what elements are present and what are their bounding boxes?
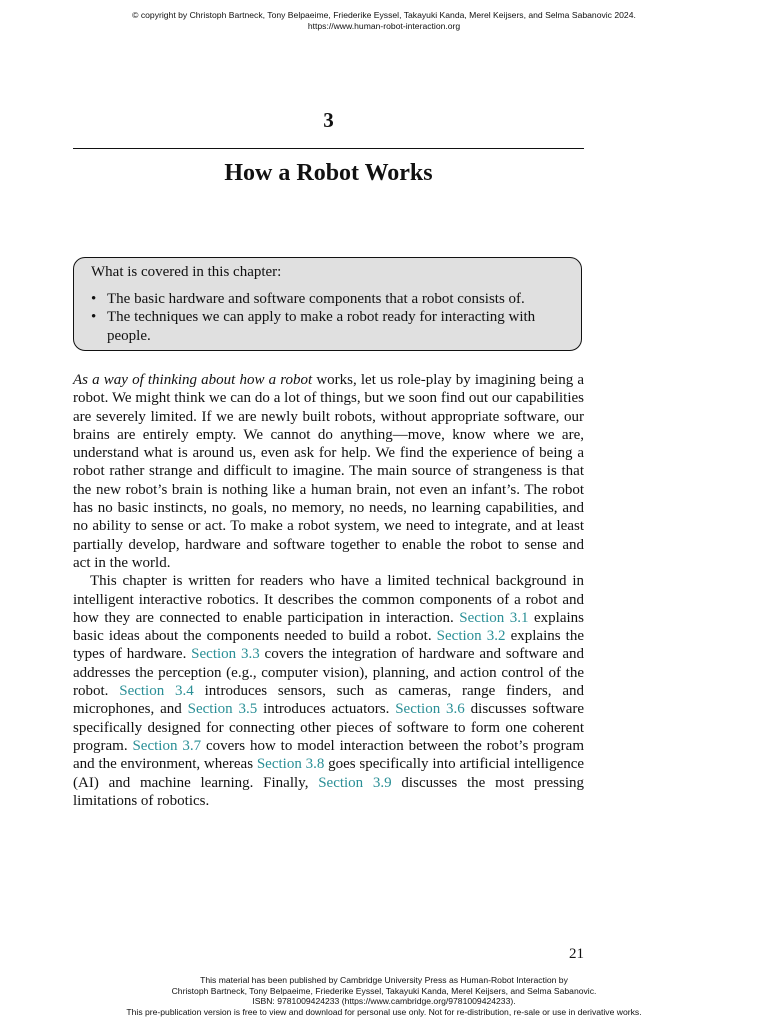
footer-line: This material has been published by Cambridge University Press as Human-Robot Interaction by bbox=[200, 975, 568, 985]
intro-text: works, let us role-play by imagining being a robot. We might think we can do a lot of things, but we soon find out our capabilities are severely limited. If we are newly built robots, without appropriate software, our brains are entirely empty. We cannot do anything—move, know where we are, understand what is around us, even ask for help. We find the experience of being a robot rather strange and difficult to imagine. The main source of strangeness is that the new robot’s brain is nothing like a human brain, not even an infant’s. The robot has no basic instincts, no goals, no memory, no needs, no learning capabilities, and no ability to sense or act. To make a robot system, we need to integrate, and at least partially develop, hardware and software together to enable the robot to sense and act in the world. bbox=[73, 372, 584, 571]
section-link-3-8[interactable]: Section 3.8 bbox=[256, 756, 325, 773]
section-link-3-6[interactable]: Section 3.6 bbox=[395, 701, 465, 718]
section-link-3-5[interactable]: Section 3.5 bbox=[187, 701, 258, 718]
overview-text: goes specifically into artificial intelligence (AI) and machine learning. Finally, bbox=[73, 756, 585, 791]
overview-text: introduces sensors, such as cameras, range finders, and microphones, and bbox=[73, 683, 584, 718]
publication-footer bbox=[0, 975, 768, 1018]
paragraph-intro bbox=[73, 371, 584, 572]
overview-text: explains the types of hardware. bbox=[73, 628, 584, 663]
copyright-header bbox=[0, 10, 768, 32]
footer-line: Christoph Bartneck, Tony Belpaeime, Friederike Eyssel, Takayuki Kanda, Merel Keijsers, and Selma Sabanovic. bbox=[171, 985, 597, 996]
footer-line: ISBN: 9781009424233 (https://www.cambridge.org/9781009424233). bbox=[252, 996, 516, 1007]
overview-text: covers how to model interaction between the robot’s program and the environment, whereas bbox=[73, 737, 585, 773]
copyright-line: © copyright by Christoph Bartneck, Tony Belpaeime, Friederike Eyssel, Takayuki Kanda, Merel Keijsers, and Selma Sabanovic 2024. bbox=[132, 10, 636, 20]
copyright-url: https://www.human-robot-interaction.org bbox=[307, 21, 461, 31]
overview-text: explains basic ideas about the components needed to build a robot. bbox=[73, 609, 585, 645]
summary-item bbox=[91, 290, 571, 308]
overview-text: discusses the most pressing limitations of robotics. bbox=[73, 774, 584, 809]
summary-heading: What is covered in this chapter: bbox=[91, 264, 282, 280]
overview-text: covers the integration of hardware and software and addresses the perception (e.g., computer vision), planning, and action control of the robot. bbox=[73, 646, 584, 700]
chapter-divider bbox=[73, 148, 584, 149]
bullet-icon: • bbox=[91, 291, 97, 307]
chapter-summary-box bbox=[73, 257, 582, 351]
section-link-3-3[interactable]: Section 3.3 bbox=[191, 646, 260, 663]
summary-item-text: The techniques we can apply to make a robot ready for interacting with people. bbox=[107, 309, 536, 344]
page-number: 21 bbox=[569, 946, 584, 962]
section-link-3-2[interactable]: Section 3.2 bbox=[436, 628, 506, 645]
overview-text: discusses software specifically designed for connecting other pieces of software to form one coherent program. bbox=[73, 701, 585, 754]
chapter-title: How a Robot Works bbox=[224, 160, 433, 186]
body-text bbox=[73, 371, 584, 810]
summary-list bbox=[91, 290, 571, 345]
section-link-3-1[interactable]: Section 3.1 bbox=[459, 609, 529, 626]
overview-text: introduces actuators. bbox=[257, 701, 396, 718]
paragraph-overview bbox=[73, 572, 584, 810]
overview-text: This chapter is written for readers who have a limited technical background in intelligent interactive robotics. It describes the common components of a robot and how they are connected to enable participation in interaction. bbox=[73, 573, 584, 626]
footer-line: This pre-publication version is free to view and download for personal use only. Not for re-distribution, re-sale or use in derivative works. bbox=[126, 1007, 642, 1018]
summary-item bbox=[91, 308, 571, 345]
section-link-3-7[interactable]: Section 3.7 bbox=[132, 737, 202, 754]
section-link-3-4[interactable]: Section 3.4 bbox=[119, 683, 194, 700]
bullet-icon: • bbox=[91, 309, 97, 326]
chapter-number: 3 bbox=[323, 108, 334, 132]
intro-italic-phrase: As a way of thinking about how a robot bbox=[73, 372, 313, 388]
summary-item-text: The basic hardware and software components that a robot consists of. bbox=[107, 291, 525, 307]
section-link-3-9[interactable]: Section 3.9 bbox=[318, 774, 392, 791]
